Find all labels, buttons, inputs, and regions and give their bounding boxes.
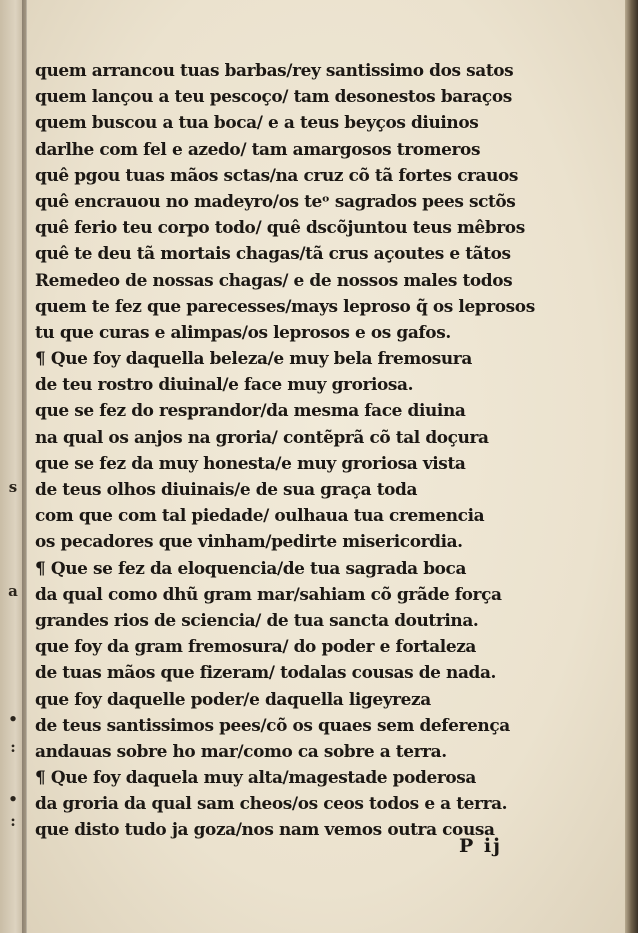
text-line: tu que curas e alimpas/os leprosos e os gafos. <box>35 322 451 343</box>
text-line: grandes rios de sciencia/ de tua sancta doutrina. <box>35 610 479 631</box>
text-line: quê pgou tuas mãos sctas/na cruz cõ tã fortes crauos <box>35 165 519 186</box>
text-line: quê te deu tã mortais chagas/tã crus açoutes e tãtos <box>35 244 511 265</box>
page-body <box>27 0 625 933</box>
text-line: que disto tudo ja goza/nos nam vemos outra cousa <box>35 820 495 841</box>
margin-mark: • <box>8 710 18 728</box>
text-line: com que com tal piedade/ oulhaua tua cremencia <box>35 506 485 527</box>
text-line: ¶ Que foy daquela muy alta/magestade poderosa <box>35 768 476 789</box>
margin-mark: : <box>10 738 16 756</box>
text-line: andauas sobre ho mar/como ca sobre a terra. <box>35 741 447 762</box>
text-line: de teu rostro diuinal/e face muy groriosa. <box>35 375 414 396</box>
text-line: que foy daquelle poder/e daquella ligeyreza <box>35 689 431 710</box>
text-line: quê encrauou no madeyro/os teᵒ sagrados pees sctõs <box>35 191 516 212</box>
text-line: os pecadores que vinham/pedirte misericordia. <box>35 532 463 553</box>
text-line: que se fez da muy honesta/e muy groriosa vista <box>35 453 466 474</box>
text-line: de tuas mãos que fizeram/ todalas cousas de nada. <box>35 663 497 684</box>
text-line: de teus santissimos pees/cõ os quaes sem deferença <box>35 715 510 736</box>
text-line: darlhe com fel e azedo/ tam amargosos tromeros <box>35 139 481 160</box>
text-line: da qual como dhũ gram mar/sahiam cõ grãde força <box>35 584 502 605</box>
text-line: quem buscou a tua boca/ e a teus beyços diuinos <box>35 113 479 134</box>
text-line: na qual os anjos na groria/ contẽprã cõ tal doçura <box>35 427 489 448</box>
text-line: ¶ Que foy daquella beleza/e muy bela fremosura <box>35 349 472 370</box>
margin-mark: : <box>10 812 16 830</box>
text-line: ¶ Que se fez da eloquencia/de tua sagrada boca <box>35 558 467 579</box>
text-line: Remedeo de nossas chagas/ e de nossos males todos <box>35 270 513 291</box>
text-line: quê ferio teu corpo todo/ quê dscõjuntou teus mêbros <box>35 218 525 239</box>
verse-text <box>35 58 565 844</box>
margin-mark: a <box>8 582 18 600</box>
text-line: de teus olhos diuinais/e de sua graça toda <box>35 480 418 500</box>
text-line: da groria da qual sam cheos/os ceos todos e a terra. <box>35 794 508 815</box>
margin-mark: s <box>8 478 18 496</box>
text-line: que foy da gram fremosura/ do poder e fortaleza <box>35 637 476 658</box>
text-line: que se fez do resprandor/da mesma face diuina <box>35 401 466 422</box>
margin-mark: • <box>8 790 18 808</box>
text-line: quem lançou a teu pescoço/ tam desonestos baraços <box>35 87 512 108</box>
text-line: quem te fez que parecesses/mays leproso q̃ os leprosos <box>35 296 535 317</box>
right-page-edge <box>625 0 638 933</box>
text-line: quem arrancou tuas barbas/rey santissimo dos satos <box>35 61 514 81</box>
signature-mark: P ij <box>459 835 502 857</box>
